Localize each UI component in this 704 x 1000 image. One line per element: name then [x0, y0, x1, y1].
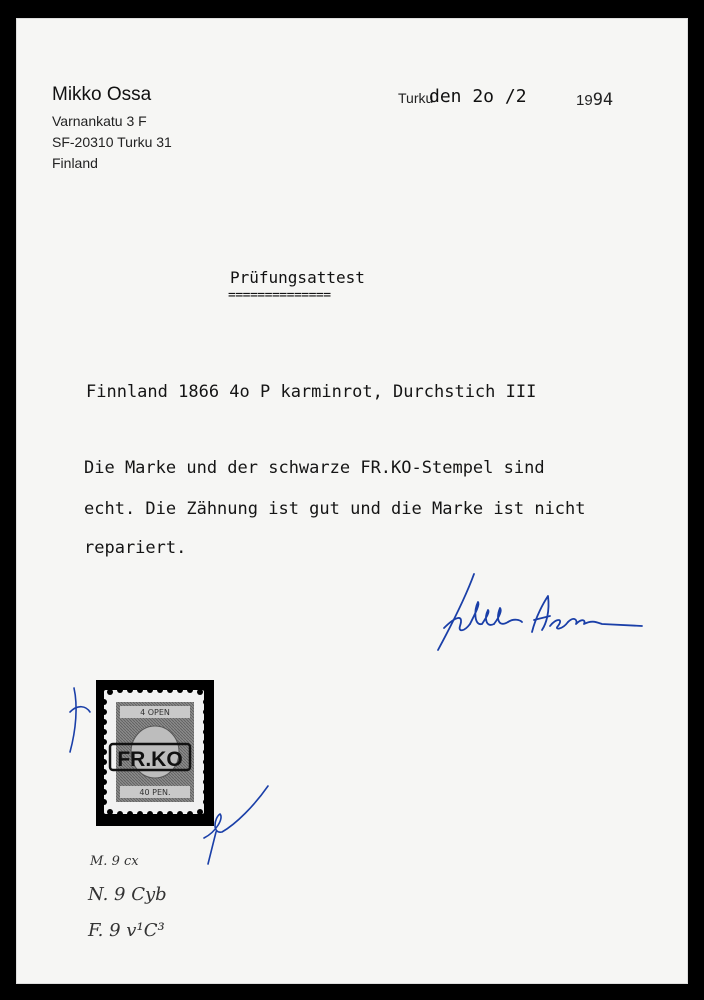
stamp-cancel-text: FR.KO: [117, 748, 183, 771]
stamp-bottom-text: 40 PEN.: [139, 788, 171, 797]
sender-postal: SF-20310 Turku 31: [52, 134, 172, 150]
stamp-description: Finnland 1866 4o P karminrot, Durchstich III: [86, 382, 537, 402]
document-title: Prüfungsattest: [230, 268, 365, 287]
date-year: [576, 90, 613, 110]
sender-name: Mikko Ossa: [52, 84, 152, 105]
catalog-note-2: N. 9 Cyb: [88, 884, 167, 905]
signature-image: [416, 566, 646, 656]
year-suffix: 94: [592, 90, 614, 110]
verdict-line-2: echt. Die Zähnung ist gut und die Marke ist nicht: [84, 499, 586, 519]
title-underline: ==============: [228, 288, 331, 303]
catalog-note-1: M. 9 cx: [90, 854, 139, 869]
verdict-line-1: Die Marke und der schwarze FR.KO-Stempel sind: [84, 458, 545, 478]
date-place: Turku: [398, 90, 434, 106]
date-typed: den 2o /2: [429, 86, 527, 107]
sender-street: Varnankatu 3 F: [52, 113, 147, 129]
year-prefix: 19: [576, 92, 593, 109]
sender-country: Finland: [52, 155, 98, 171]
pen-mark-right: [196, 778, 276, 868]
stamp-top-text: 4 OPEN: [140, 708, 170, 717]
catalog-note-3: F. 9 v¹C³: [88, 920, 165, 941]
verdict-line-3: repariert.: [84, 538, 187, 558]
certificate-page: [16, 18, 688, 984]
